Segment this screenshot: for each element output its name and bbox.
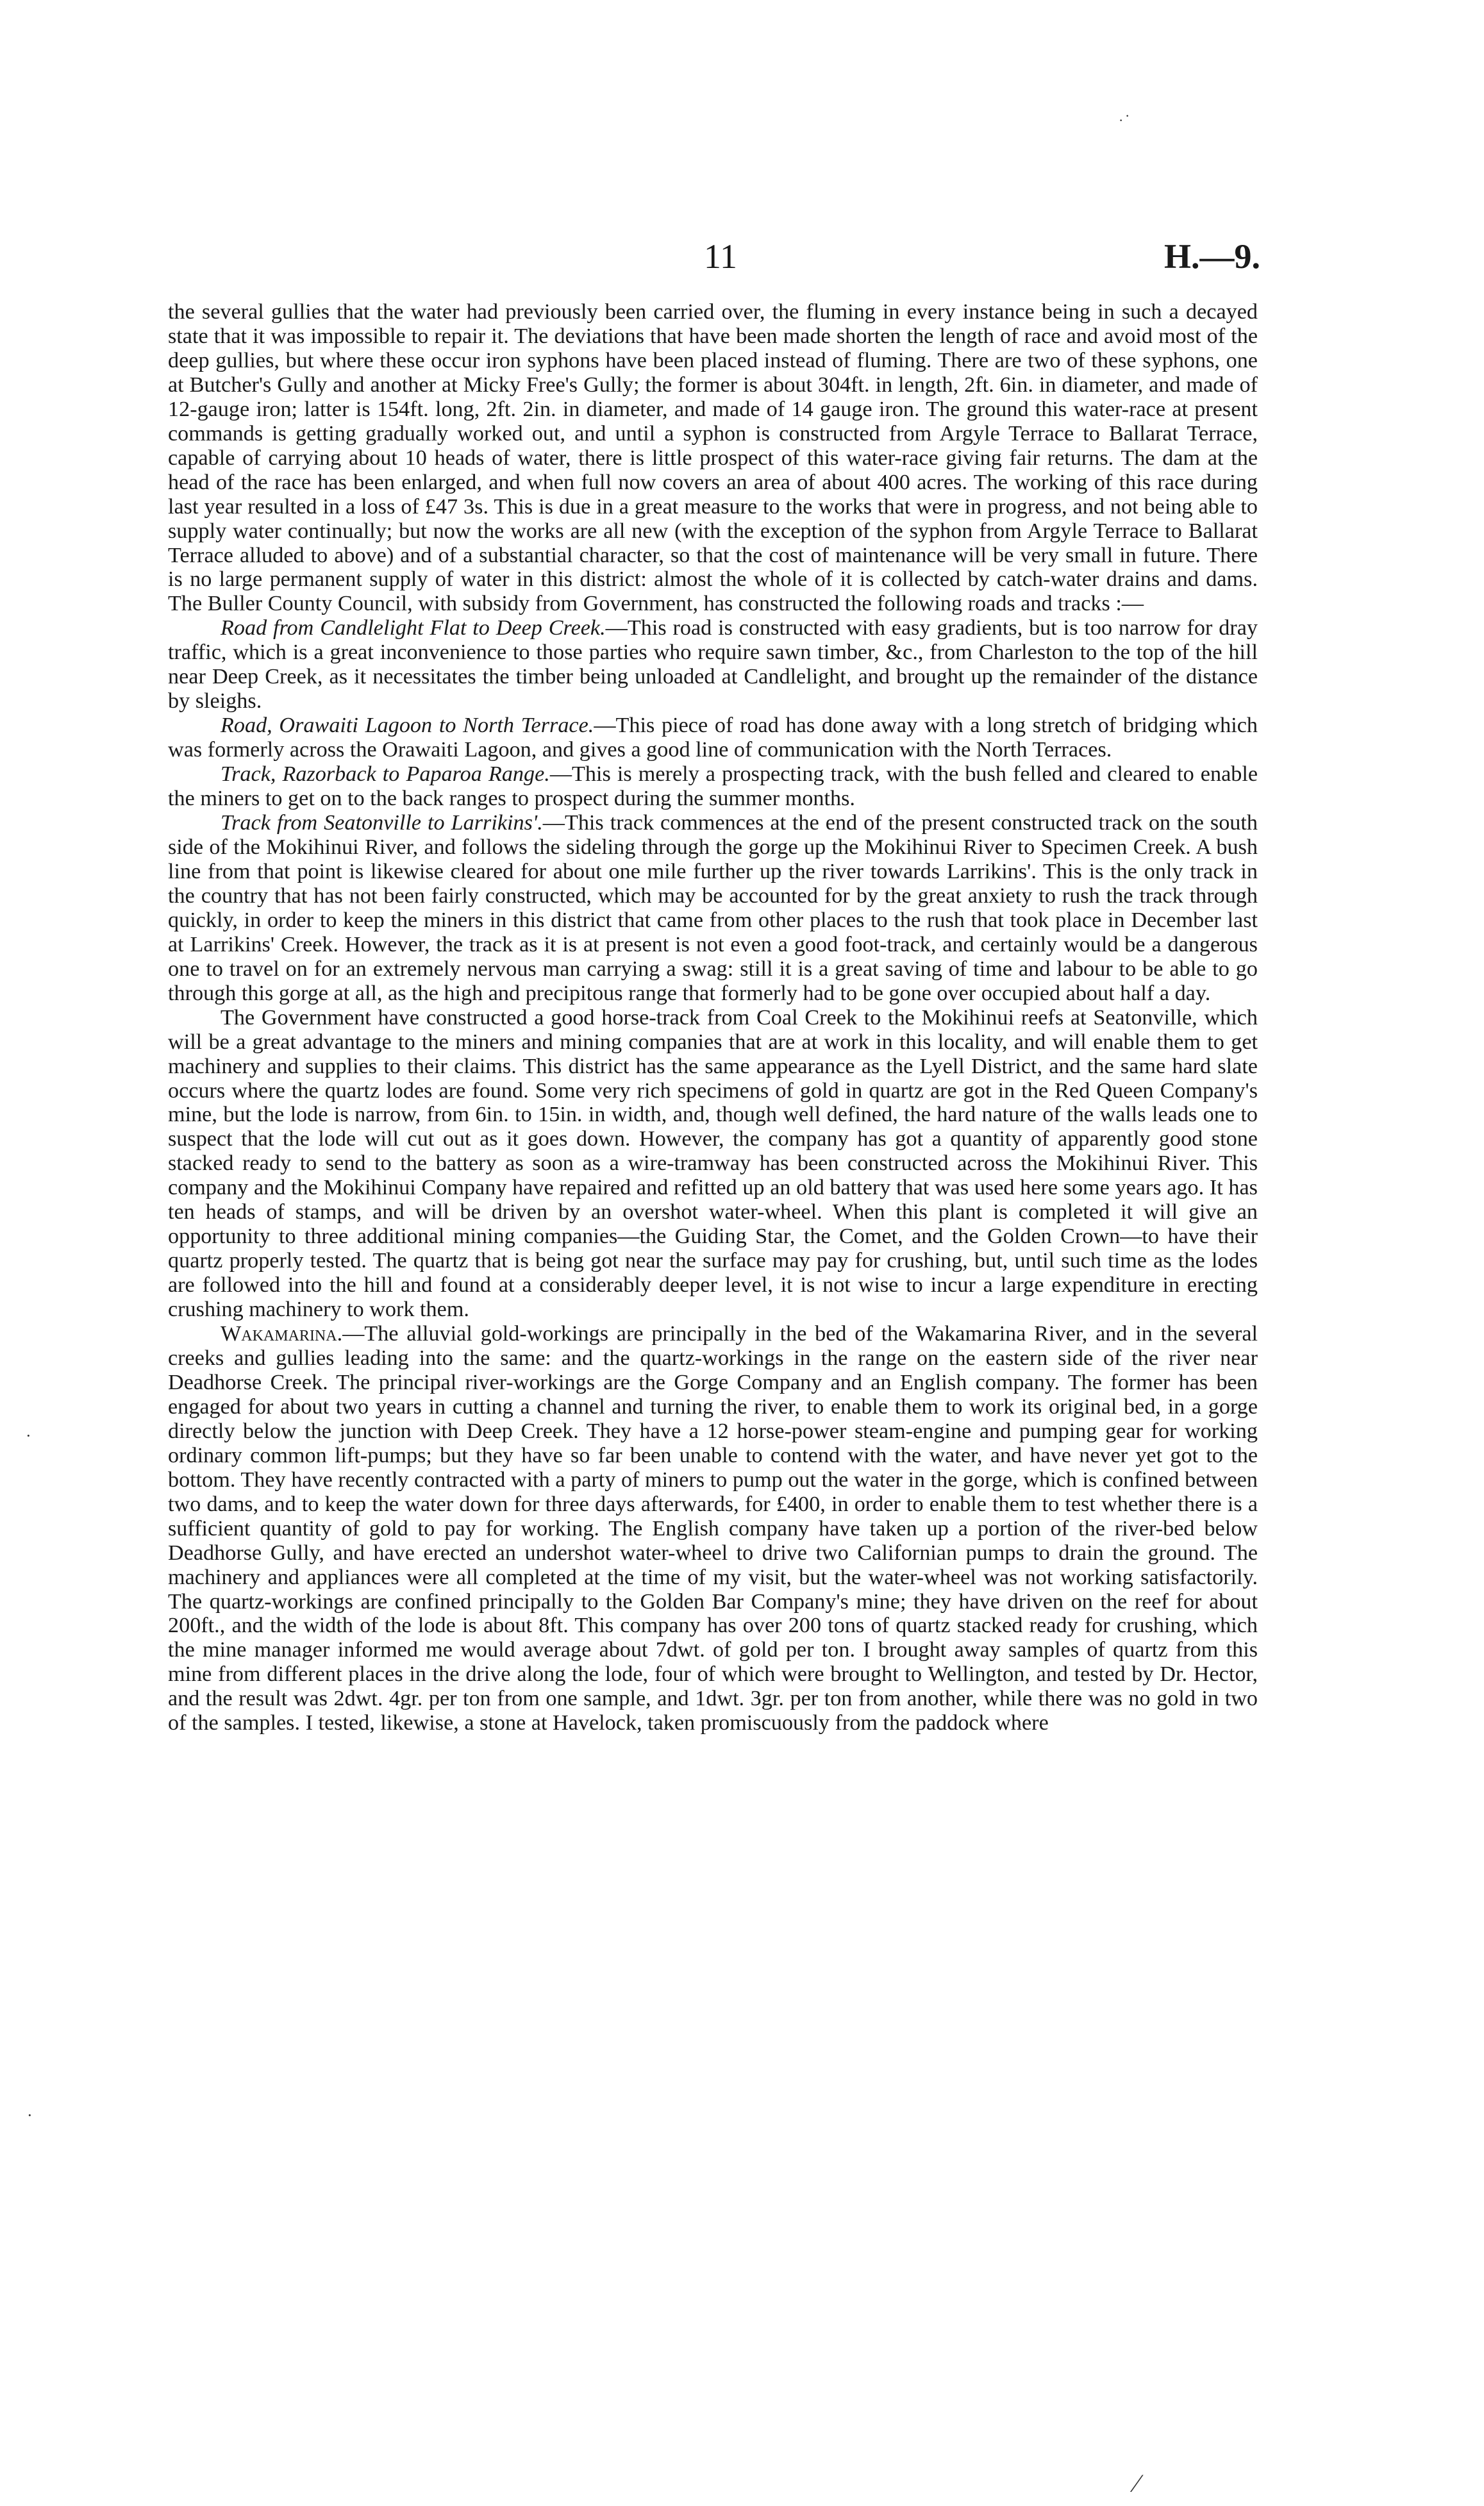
section-heading: Road from Candlelight Flat to Deep Creek. <box>221 616 606 640</box>
paragraph-text: the several gullies that the water had previously been carried over, the fluming in every instance being in such a decayed state that it was impossible to repair it. The deviations that have been made shorten the length of race and avoid most of the deep gullies, but where these occur iron syphons have been placed instead of fluming. There are two of these syphons, one at Butcher's Gully and another at Micky Free's Gully; the former is about 304ft. in length, 2ft. 6in. in diameter, and made of 12-gauge iron; latter is 154ft. long, 2ft. 2in. in diameter, and made of 14 gauge iron. The ground this water-race at present commands is getting gradually worked out, and until a syphon is constructed from Argyle Terrace to Ballarat Terrace, capable of carrying about 10 heads of water, there is little prospect of this water-race giving fair returns. The dam at the head of the race has been enlarged, and when full now covers an area of about 400 acres. The working of this race during last year resulted in a loss of £47 3s. This is due in a great measure to the works that were in progress, and not being able to supply water continually; but now the works are all new (with the exception of the syphon from Argyle Terrace to Ballarat Terrace alluded to above) and of a substantial character, so that the cost of maintenance will be very small in future. There is no large permanent supply of water in this district: almost the whole of it is collected by catch-water drains and dams. The Buller County Council, with subsidy from Government, has constructed the following roads and tracks :— <box>168 300 1258 616</box>
paragraph-text: —This is merely a prospecting track, with the bush felled and cleared to enable the miners to get on to the back ranges to prospect during the summer months. <box>168 762 1258 811</box>
document-reference: H.—9. <box>1164 237 1261 276</box>
section-heading: Wakamarina. <box>221 1322 343 1346</box>
paragraph-text: The Government have constructed a good horse-track from Coal Creek to the Mokihinui reefs at Seatonville, which will be a great advantage to the miners and mining companies that are at work in this locality, and will enable them to get machinery and supplies to their claims. This district has the same appearance as the Lyell District, and the same hard slate occurs where the quartz lodes are found. Some very rich specimens of gold in quartz are got in the Red Queen Company's mine, but the lode is narrow, from 6in. to 15in. in width, and, though well defined, the hard nature of the walls leads one to suspect that the lode will cut out as it goes down. However, the company has got a quantity of apparently good stone stacked ready to send to the battery as soon as a wire-tramway has been constructed across the Mokihinui River. This company and the Mokihinui Company have repaired and refitted up an old battery that was used here some years ago. It has ten heads of stamps, and will be driven by an overshot water-wheel. When this plant is completed it will give an opportunity to three additional mining companies—the Guiding Star, the Comet, and the Golden Crown—to have their quartz properly tested. The quartz that is being got near the surface may pay for crushing, but, until such time as the lodes are followed into the hill and found at a considerably deeper level, it is not wise to incur a large expenditure in erecting crushing machinery to work them. <box>168 1005 1258 1322</box>
paragraph <box>168 762 1258 811</box>
paragraph-text: —The alluvial gold-workings are principally in the bed of the Wakamarina River, and in the several creeks and gullies leading into the same: and the quartz-workings in the range on the eastern side of the river near Deadhorse Creek. The principal river-workings are the Gorge Company and an English company. The former has been engaged for about two years in cutting a channel and turning the river, to enable them to work its original bed, in a gorge directly below the junction with Deep Creek. They have a 12 horse-power steam-engine and pumping gear for working ordinary common lift-pumps; but they have so far been unable to contend with the water, and have never yet got to the bottom. They have recently contracted with a party of miners to pump out the water in the gorge, which is confined between two dams, and to keep the water down for three days afterwards, for £400, in order to enable them to test whether there is a sufficient quantity of gold to pay for working. The English company have taken up a portion of the river-bed below Deadhorse Gully, and have erected an undershot water-wheel to drive two Californian pumps to drain the ground. The machinery and appliances were all completed at the time of my visit, but the water-wheel was not working satisfactorily. The quartz-workings are confined principally to the Golden Bar Company's mine; they have driven on the reef for about 200ft., and the width of the lode is about 8ft. This company has over 200 tons of quartz stacked ready for crushing, which the mine manager informed me would average about 7dwt. of gold per ton. I brought away samples of quartz from this mine from different places in the drive along the lode, four of which were brought to Wellington, and tested by Dr. Hector, and the result was 2dwt. 4gr. per ton from one sample, and 1dwt. 3gr. per ton from another, while there was no gold in two of the samples. I tested, likewise, a stone at Havelock, taken promiscuously from the paddock where <box>168 1322 1258 1735</box>
paragraph-text: —This track commences at the end of the present constructed track on the south side of the Mokihinui River, and follows the sideling through the gorge up the Mokihinui River to Specimen Creek. A bush line from that point is likewise cleared for about one mile further up the river towards Larrikins'. This is the only track in the country that has not been fairly constructed, which may be accounted for by the great anxiety to rush the track through quickly, in order to keep the miners in this district that came from other places to the rush that took place in December last at Larrikins' Creek. However, the track as it is at present is not even a good foot-track, and certainly would be a dangerous one to travel on for an extremely nervous man carrying a swag: still it is a great saving of time and labour to be able to go through this gorge at all, as the high and precipitous range that formerly had to be gone over occupied about half a day. <box>168 811 1258 1005</box>
scan-speck: · <box>27 2106 33 2125</box>
page-number: 11 <box>704 237 737 276</box>
scan-speck: · <box>1119 112 1124 128</box>
pencil-mark: ⁄ <box>1135 2469 1139 2498</box>
paragraph <box>168 1322 1258 1735</box>
scan-speck: · <box>1125 108 1130 124</box>
paragraph-text: —This piece of road has done away with a long stretch of bridging which was formerly across the Orawaiti Lagoon, and gives a good line of communication with the North Terraces. <box>168 714 1258 762</box>
section-heading: Road, Orawaiti Lagoon to North Terrace. <box>221 714 594 738</box>
scan-speck: · <box>26 1426 31 1445</box>
paragraph <box>168 616 1258 714</box>
page-header <box>0 231 1484 282</box>
paragraph <box>168 300 1258 616</box>
paragraph <box>168 714 1258 762</box>
paragraph-text: —This road is constructed with easy gradients, but is too narrow for dray traffic, which is a great inconvenience to those parties who require sawn timber, &c., from Charleston to the top of the hill near Deep Creek, as it necessitates the timber being unloaded at Candlelight, and brought up the remainder of the distance by sleighs. <box>168 616 1258 714</box>
section-heading: Track from Seatonville to Larrikins'. <box>221 811 543 835</box>
paragraph <box>168 811 1258 1006</box>
paragraph <box>168 1006 1258 1322</box>
body-text <box>168 300 1258 1735</box>
section-heading: Track, Razorback to Paparoa Range. <box>221 762 550 787</box>
